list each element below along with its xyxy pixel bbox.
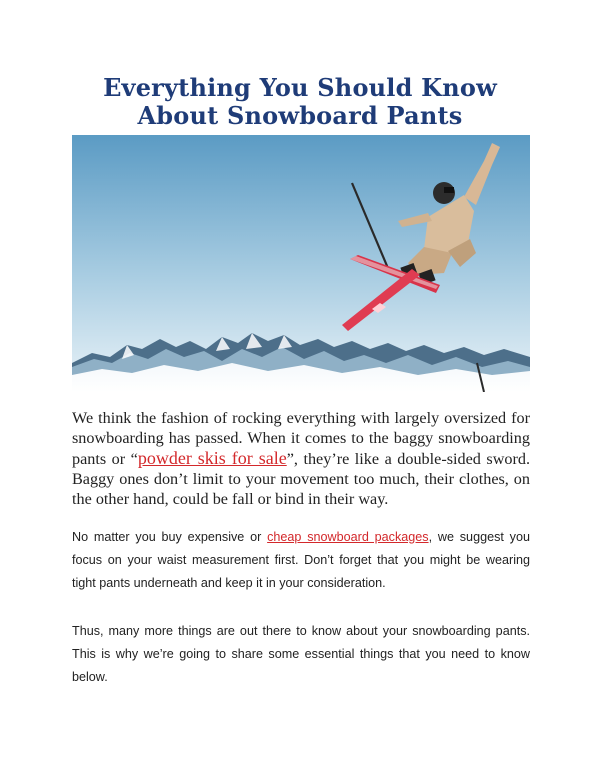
- paragraph-intro: [72, 408, 530, 509]
- title-line-1: Everything You Should Know: [103, 73, 497, 102]
- paragraph-waist-text-start: No matter you buy expensive or: [72, 530, 268, 544]
- hero-image-skier: [72, 135, 530, 392]
- paragraph-waist: [72, 526, 530, 595]
- page-title: [40, 74, 560, 130]
- title-line-2: About Snowboard Pants: [137, 101, 463, 130]
- paragraph-waist-text-end: , we suggest you focus on your waist measurement first. Don’t forget that you might be wearing tight pants underneath and keep it in your consideration.: [72, 530, 530, 590]
- paragraph-intro-text-start: We think the fashion of rocking everything with largely oversized for snowboarding has passed. When it comes to the baggy snowboarding pants or “: [72, 409, 530, 468]
- paragraph-essentials: Thus, many more things are out there to know about your snowboarding pants. This is why we’re going to share some essential things that you need to know below.: [72, 624, 530, 684]
- powder-skis-link[interactable]: powder skis for sale: [137, 448, 287, 468]
- paragraph-intro-text-end: ”, they’re like a double-sided sword. Baggy ones don’t limit to your movement too much, their clothes, on the other hand, could be fall or bind in their way.: [72, 450, 531, 508]
- cheap-snowboard-packages-link[interactable]: cheap snowboard packages: [267, 530, 429, 544]
